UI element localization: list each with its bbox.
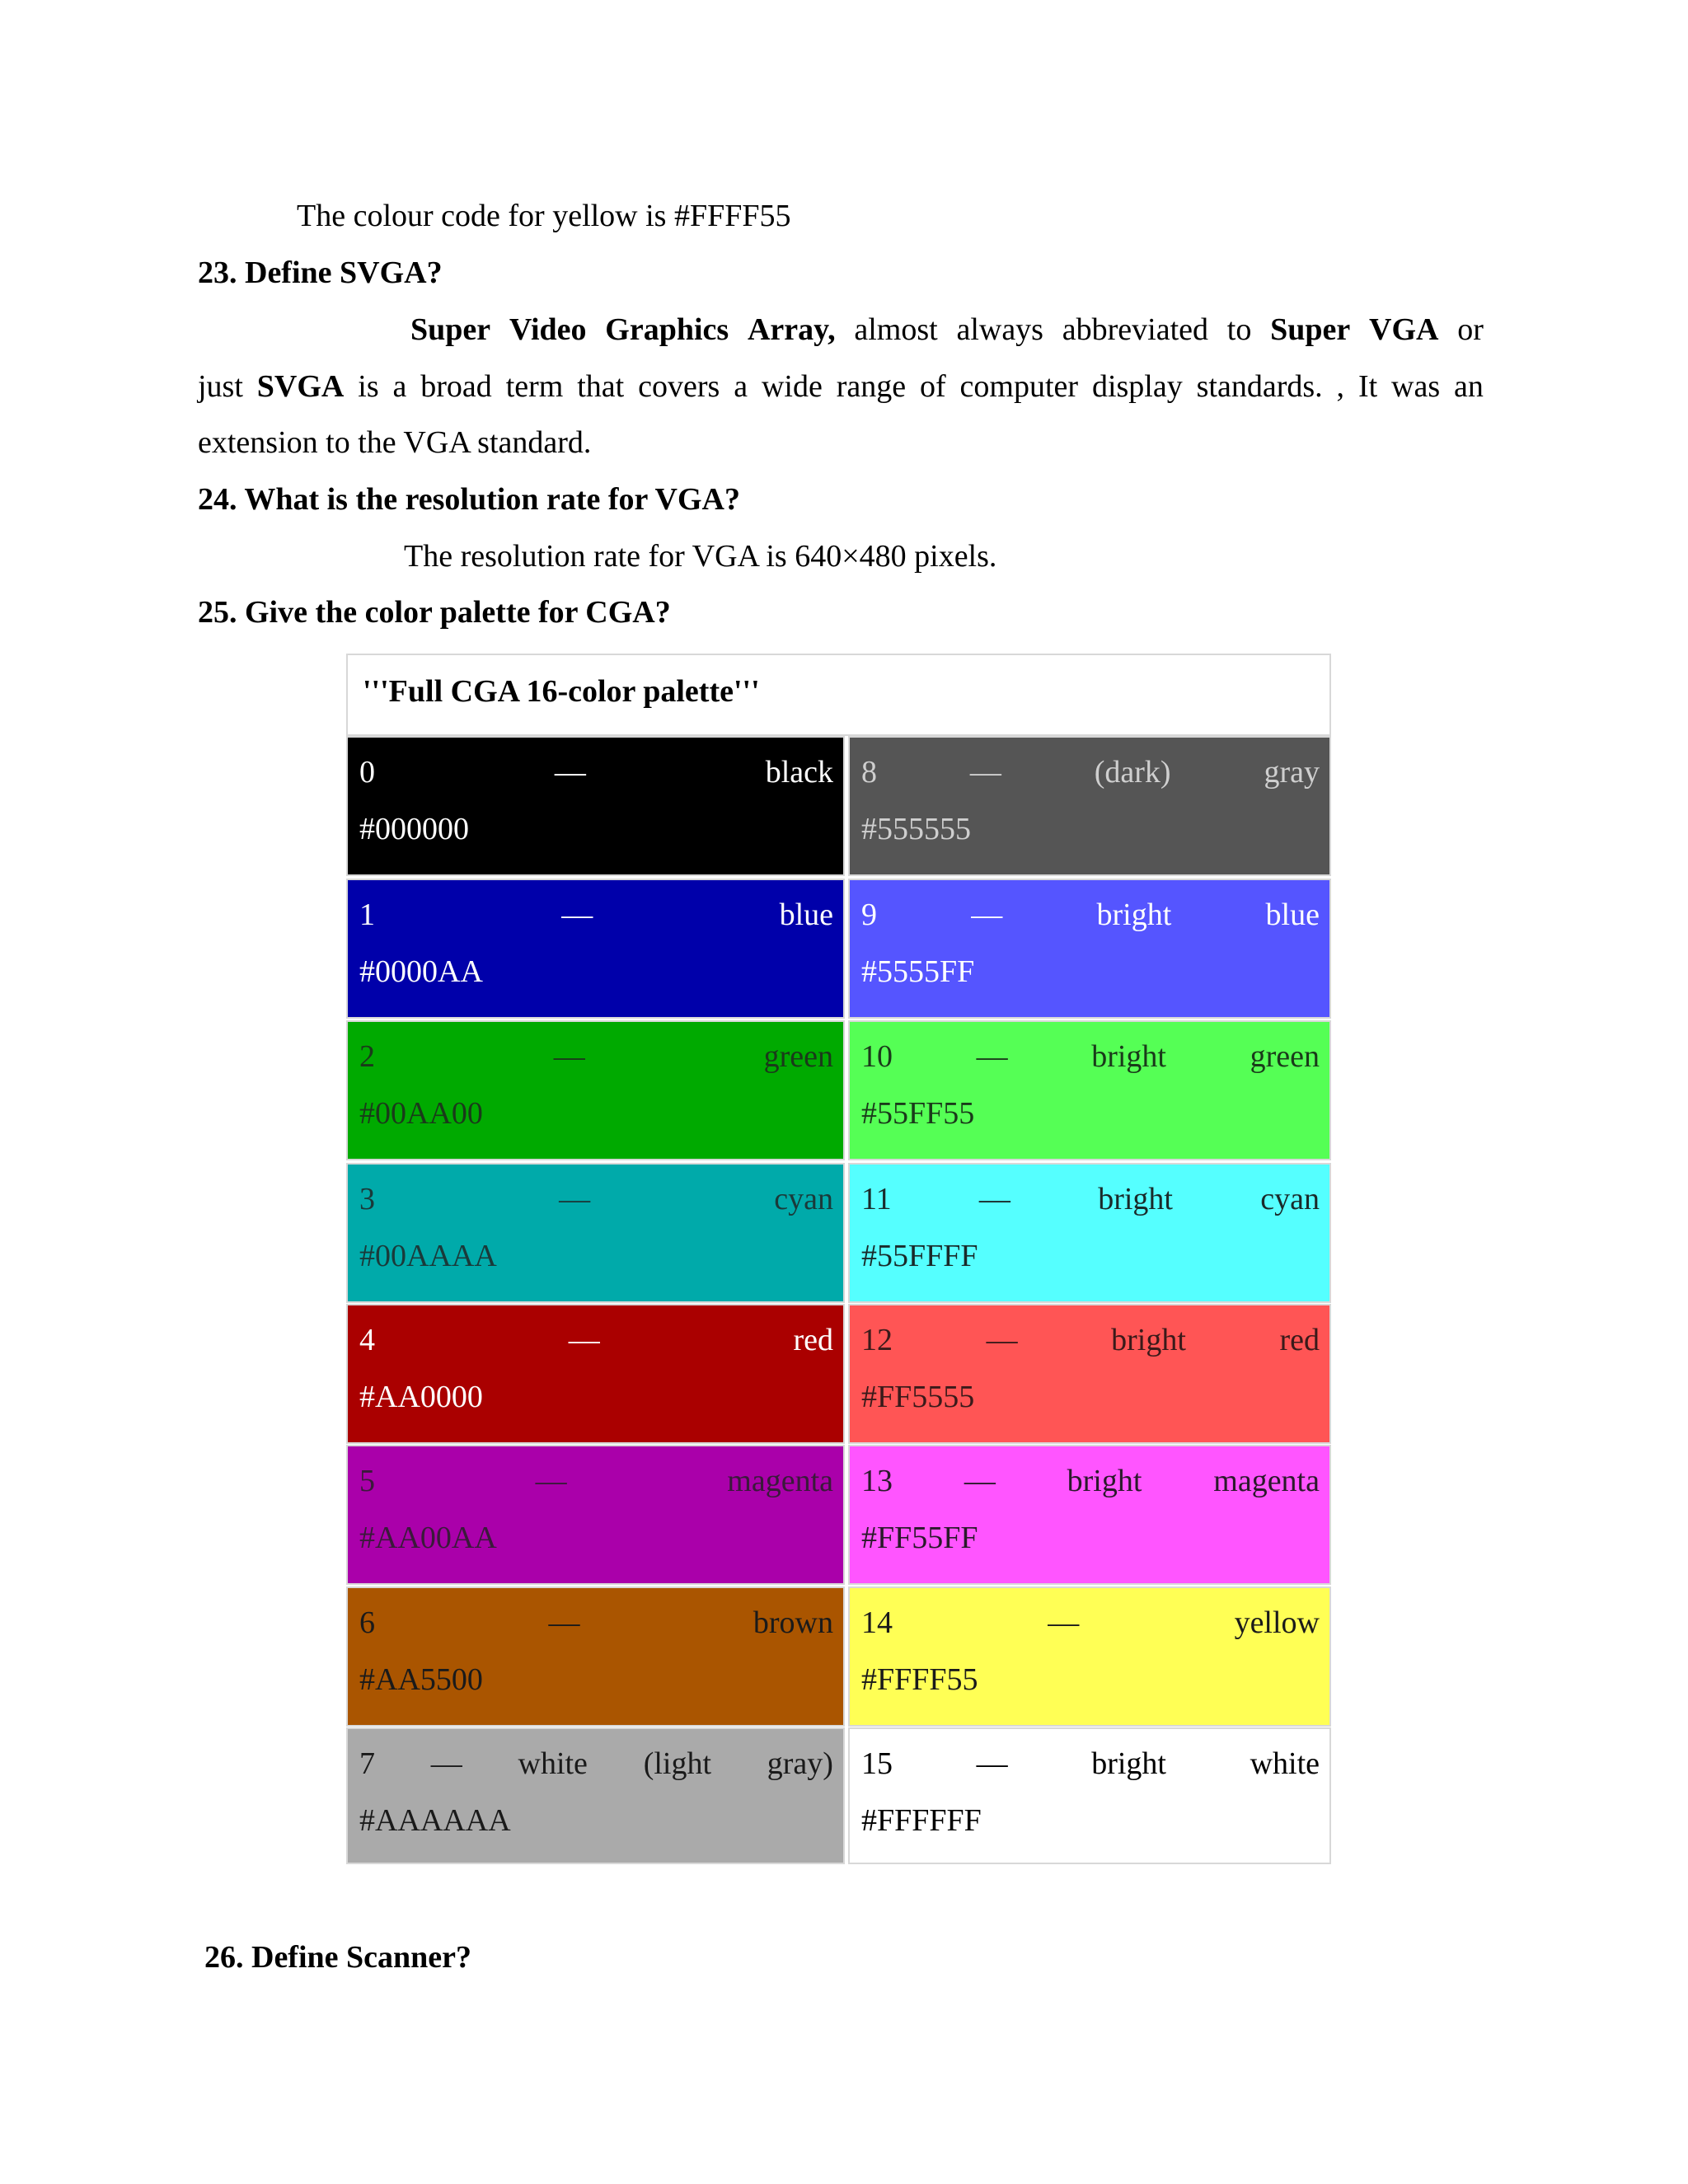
palette-label-word: — bbox=[964, 1464, 996, 1498]
palette-cell-label bbox=[861, 1607, 1320, 1638]
q24-heading: 24. What is the resolution rate for VGA? bbox=[198, 482, 740, 517]
palette-cell-label bbox=[359, 1748, 833, 1779]
palette-cell-label bbox=[359, 757, 833, 788]
paragraph-word: is bbox=[358, 369, 379, 404]
q23-paragraph-line-2 bbox=[198, 371, 1484, 402]
palette-cell-hex: #FF55FF bbox=[861, 1521, 978, 1555]
paragraph-word: to bbox=[1226, 312, 1252, 347]
palette-label-word: 3 bbox=[359, 1182, 375, 1216]
palette-label-word: — bbox=[559, 1182, 591, 1216]
palette-label-word: — bbox=[976, 1746, 1008, 1781]
palette-label-word: bright bbox=[1091, 1039, 1166, 1074]
palette-label-word: cyan bbox=[774, 1182, 833, 1216]
paragraph-word: almost bbox=[854, 312, 938, 347]
palette-label-word: — bbox=[971, 898, 1003, 932]
palette-label-word: 5 bbox=[359, 1464, 375, 1498]
palette-label-word: blue bbox=[779, 898, 833, 932]
palette-cell bbox=[848, 1586, 1331, 1727]
palette-label-word: bright bbox=[1096, 898, 1172, 932]
yellow-colour-statement: The colour code for yellow is #FFFF55 bbox=[297, 199, 791, 233]
palette-label-word: (dark) bbox=[1094, 755, 1171, 790]
palette-title-box bbox=[346, 654, 1331, 736]
palette-cell-hex: #00AA00 bbox=[359, 1096, 483, 1131]
paragraph-word: Video bbox=[509, 312, 587, 347]
palette-label-word: magenta bbox=[727, 1464, 833, 1498]
palette-label-word: 8 bbox=[861, 755, 877, 790]
palette-label-word: — bbox=[548, 1605, 580, 1640]
palette-cell-hex: #FFFFFF bbox=[861, 1803, 982, 1838]
palette-cell-hex: #FFFF55 bbox=[861, 1662, 978, 1697]
palette-cell-label bbox=[861, 1041, 1320, 1072]
paragraph-word: wide bbox=[761, 369, 823, 404]
paragraph-word: VGA bbox=[1369, 312, 1439, 347]
paragraph-word: computer bbox=[959, 369, 1079, 404]
palette-cell-hex: #55FFFF bbox=[861, 1239, 978, 1273]
palette-label-word: gray) bbox=[767, 1746, 833, 1781]
palette-label-word: 1 bbox=[359, 898, 375, 932]
palette-cell bbox=[346, 1586, 845, 1727]
palette-label-word: — bbox=[976, 1039, 1008, 1074]
palette-cell bbox=[848, 736, 1331, 876]
paragraph-word: display bbox=[1091, 369, 1183, 404]
palette-cell-label bbox=[359, 899, 833, 930]
palette-label-word: 12 bbox=[861, 1323, 893, 1357]
palette-label-word: bright bbox=[1091, 1746, 1166, 1781]
q23-heading: 23. Define SVGA? bbox=[198, 255, 443, 290]
palette-label-word: — bbox=[1048, 1605, 1080, 1640]
palette-title: '''Full CGA 16-color palette''' bbox=[363, 674, 760, 709]
paragraph-word: , bbox=[1336, 369, 1345, 404]
palette-label-word: green bbox=[763, 1039, 833, 1074]
palette-label-word: white bbox=[518, 1746, 588, 1781]
palette-cell bbox=[848, 879, 1331, 1019]
palette-cell-label bbox=[359, 1465, 833, 1497]
palette-cell-label bbox=[359, 1183, 833, 1215]
paragraph-word: Super bbox=[1270, 312, 1351, 347]
palette-label-word: gray bbox=[1264, 755, 1320, 790]
palette-label-word: — bbox=[535, 1464, 567, 1498]
palette-cell-label bbox=[861, 757, 1320, 788]
palette-cell bbox=[346, 1020, 845, 1160]
palette-cell bbox=[848, 1163, 1331, 1303]
palette-cell-label bbox=[359, 1041, 833, 1072]
palette-label-word: 4 bbox=[359, 1323, 375, 1357]
palette-cell-label bbox=[861, 1465, 1320, 1497]
palette-cell bbox=[848, 1727, 1331, 1864]
q25-heading: 25. Give the color palette for CGA? bbox=[198, 595, 671, 630]
q26-heading: 26. Define Scanner? bbox=[204, 1940, 472, 1975]
palette-label-word: — bbox=[969, 755, 1001, 790]
q24-answer: The resolution rate for VGA is 640×480 pixels. bbox=[404, 539, 997, 574]
paragraph-word: range bbox=[836, 369, 907, 404]
palette-label-word: — bbox=[554, 755, 586, 790]
palette-cell bbox=[346, 1163, 845, 1303]
palette-cell-hex: #0000AA bbox=[359, 954, 483, 989]
q23-paragraph-line-1 bbox=[410, 314, 1484, 345]
paragraph-word: just bbox=[198, 369, 243, 404]
paragraph-word: broad bbox=[420, 369, 492, 404]
palette-label-word: — bbox=[553, 1039, 585, 1074]
paragraph-word: SVGA bbox=[256, 369, 345, 404]
palette-cell-label bbox=[861, 1324, 1320, 1356]
palette-cell-hex: #000000 bbox=[359, 812, 469, 846]
palette-label-word: 14 bbox=[861, 1605, 893, 1640]
palette-label-word: black bbox=[765, 755, 833, 790]
palette-label-word: bright bbox=[1067, 1464, 1142, 1498]
palette-cell-hex: #55FF55 bbox=[861, 1096, 975, 1131]
palette-cell-label bbox=[861, 1748, 1320, 1779]
palette-label-word: — bbox=[568, 1323, 600, 1357]
palette-cell bbox=[346, 1727, 845, 1864]
palette-cell-label bbox=[861, 1183, 1320, 1215]
paragraph-word: a bbox=[734, 369, 748, 404]
paragraph-word: that bbox=[577, 369, 625, 404]
palette-label-word: — bbox=[561, 898, 593, 932]
palette-label-word: blue bbox=[1265, 898, 1320, 932]
palette-label-word: bright bbox=[1098, 1182, 1173, 1216]
palette-cell-hex: #FF5555 bbox=[861, 1380, 975, 1414]
palette-label-word: 6 bbox=[359, 1605, 375, 1640]
paragraph-word: Super bbox=[410, 312, 491, 347]
palette-cell-hex: #00AAAA bbox=[359, 1239, 497, 1273]
palette-cell-label bbox=[359, 1607, 833, 1638]
palette-label-word: yellow bbox=[1234, 1605, 1320, 1640]
palette-cell bbox=[346, 1445, 845, 1585]
palette-label-word: red bbox=[1279, 1323, 1320, 1357]
paragraph-word: always bbox=[956, 312, 1043, 347]
palette-cell-label bbox=[359, 1324, 833, 1356]
palette-label-word: 0 bbox=[359, 755, 375, 790]
palette-label-word: 15 bbox=[861, 1746, 893, 1781]
palette-label-word: green bbox=[1250, 1039, 1320, 1074]
palette-label-word: magenta bbox=[1213, 1464, 1320, 1498]
palette-label-word: 13 bbox=[861, 1464, 893, 1498]
palette-label-word: — bbox=[430, 1746, 462, 1781]
palette-cell bbox=[848, 1304, 1331, 1444]
palette-cell-hex: #AA00AA bbox=[359, 1521, 497, 1555]
palette-cell-hex: #AAAAAA bbox=[359, 1803, 511, 1838]
paragraph-word: Graphics bbox=[605, 312, 729, 347]
palette-label-word: — bbox=[986, 1323, 1018, 1357]
palette-label-word: brown bbox=[753, 1605, 833, 1640]
palette-label-word: 10 bbox=[861, 1039, 893, 1074]
paragraph-word: It bbox=[1357, 369, 1378, 404]
paragraph-word: abbreviated bbox=[1062, 312, 1208, 347]
paragraph-word: Array, bbox=[747, 312, 836, 347]
paragraph-word: term bbox=[505, 369, 564, 404]
paragraph-word: covers bbox=[638, 369, 720, 404]
palette-label-word: 9 bbox=[861, 898, 877, 932]
paragraph-word: an bbox=[1454, 369, 1484, 404]
palette-cell-label bbox=[861, 899, 1320, 930]
palette-cell-hex: #555555 bbox=[861, 812, 971, 846]
palette-label-word: (light bbox=[643, 1746, 712, 1781]
paragraph-word: or bbox=[1457, 312, 1484, 347]
palette-cell-hex: #AA0000 bbox=[359, 1380, 483, 1414]
palette-cell bbox=[346, 879, 845, 1019]
palette-label-word: white bbox=[1250, 1746, 1320, 1781]
palette-label-word: 2 bbox=[359, 1039, 375, 1074]
palette-label-word: bright bbox=[1111, 1323, 1186, 1357]
palette-cell-hex: #5555FF bbox=[861, 954, 975, 989]
paragraph-word: a bbox=[392, 369, 407, 404]
q23-paragraph-line-3: extension to the VGA standard. bbox=[198, 425, 592, 460]
palette-cell bbox=[346, 1304, 845, 1444]
palette-label-word: red bbox=[793, 1323, 833, 1357]
paragraph-word: standards. bbox=[1196, 369, 1323, 404]
palette-label-word: 7 bbox=[359, 1746, 375, 1781]
palette-cell bbox=[848, 1020, 1331, 1160]
paragraph-word: was bbox=[1391, 369, 1441, 404]
palette-cell bbox=[346, 736, 845, 876]
palette-cell bbox=[848, 1445, 1331, 1585]
paragraph-word: of bbox=[920, 369, 946, 404]
palette-label-word: — bbox=[978, 1182, 1010, 1216]
palette-label-word: cyan bbox=[1260, 1182, 1320, 1216]
palette-cell-hex: #AA5500 bbox=[359, 1662, 483, 1697]
palette-label-word: 11 bbox=[861, 1182, 892, 1216]
